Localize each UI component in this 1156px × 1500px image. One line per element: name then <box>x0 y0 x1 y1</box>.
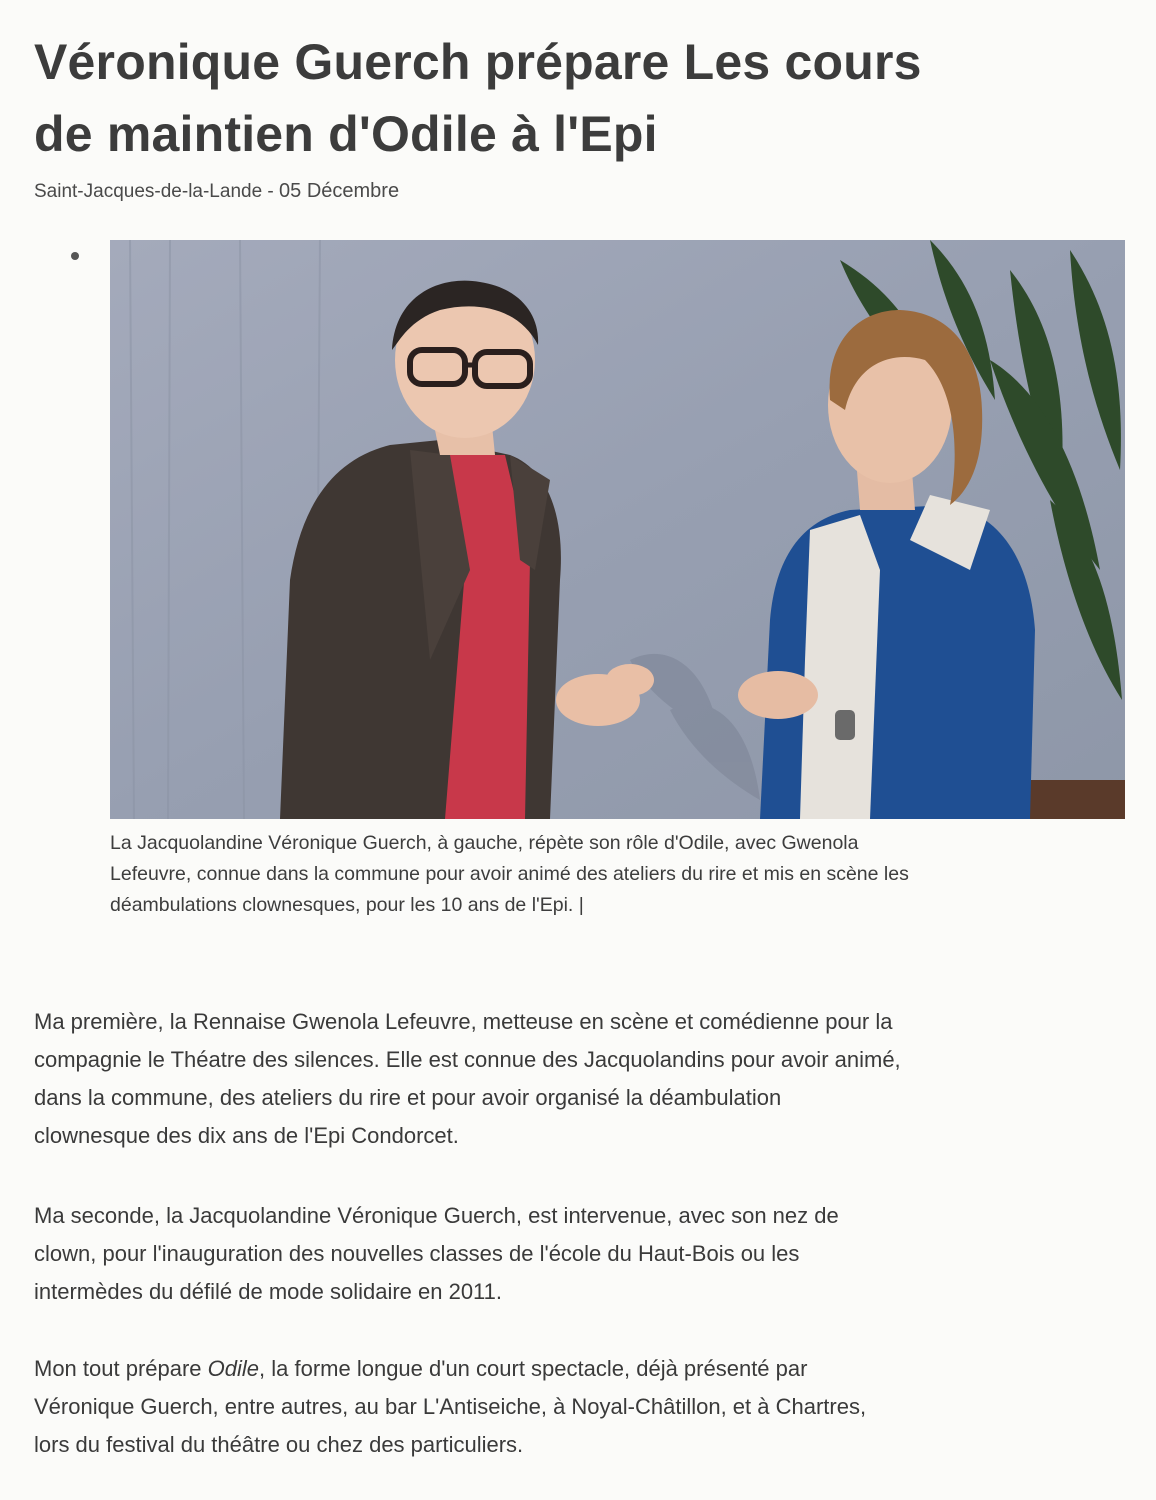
paragraph-2 <box>34 1197 1024 1311</box>
paragraph-1-line-4: clownesque des dix ans de l'Epi Condorcet. <box>34 1123 459 1148</box>
dateline <box>34 180 399 203</box>
caption-line-1: La Jacquolandine Véronique Guerch, à gauche, répète son rôle d'Odile, avec Gwenola <box>110 832 859 854</box>
headline-line-2: de maintien d'Odile à l'Epi <box>34 106 658 162</box>
caption-line-2: Lefeuvre, connue dans la commune pour avoir animé des ateliers du rire et mis en scène les <box>110 863 909 885</box>
paragraph-1-line-1: Ma première, la Rennaise Gwenola Lefeuvre, metteuse en scène et comédienne pour la <box>34 1009 893 1034</box>
list-bullet <box>71 252 79 260</box>
paragraph-1-line-3: dans la commune, des ateliers du rire et pour avoir organisé la déambulation <box>34 1085 782 1110</box>
paragraph-3-line-1-end: , la forme longue d'un court spectacle, déjà présenté par <box>259 1356 808 1381</box>
location: Saint-Jacques-de-la-Lande <box>34 181 263 202</box>
article-photo <box>110 240 1125 819</box>
paragraph-2-line-1: Ma seconde, la Jacquolandine Véronique Guerch, est intervenue, avec son nez de <box>34 1203 839 1228</box>
paragraph-2-line-3: intermèdes du défilé de mode solidaire en 2011. <box>34 1279 503 1304</box>
paragraph-3-line-2: Véronique Guerch, entre autres, au bar L'Antiseiche, à Noyal-Châtillon, et à Chartres, <box>34 1394 867 1419</box>
spectacle-title: Odile <box>207 1356 260 1381</box>
dateline-separator: - <box>262 181 280 202</box>
paragraph-3-line-3: lors du festival du théâtre ou chez des particuliers. <box>34 1432 524 1457</box>
paragraph-3-line-1-start: Mon tout prépare <box>34 1356 208 1381</box>
paragraph-1-line-2: compagnie le Théatre des silences. Elle est connue des Jacquolandins pour avoir animé, <box>34 1047 901 1072</box>
plant-pot <box>1015 780 1125 819</box>
photo-illustration <box>110 240 1125 819</box>
paragraph-3 <box>34 1350 1024 1464</box>
publication-date: 05 Décembre <box>279 180 400 202</box>
caption-line-3: déambulations clownesques, pour les 10 ans de l'Epi. | <box>110 894 584 916</box>
article-headline <box>34 26 1034 170</box>
headline-line-1: Véronique Guerch prépare Les cours <box>34 34 922 90</box>
paragraph-2-line-2: clown, pour l'inauguration des nouvelles classes de l'école du Haut-Bois ou les <box>34 1241 800 1266</box>
paragraph-1 <box>34 1003 1024 1155</box>
photo-caption <box>110 828 1010 921</box>
